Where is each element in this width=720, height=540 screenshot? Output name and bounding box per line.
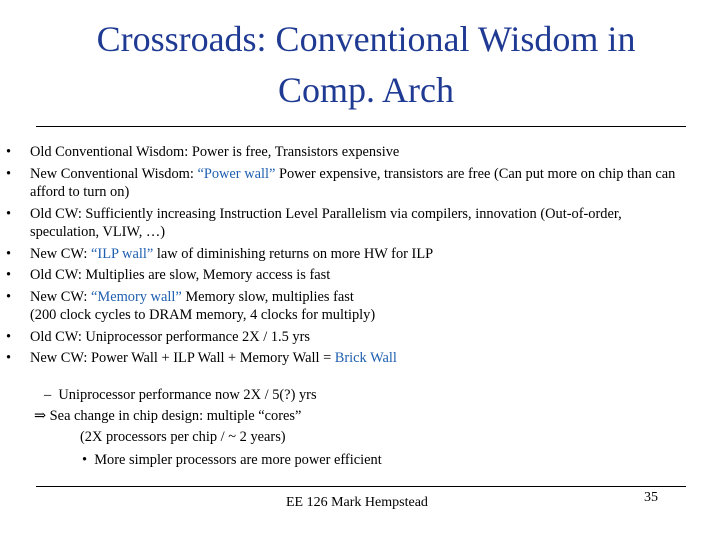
- footer-text: EE 126 Mark Hempstead: [286, 495, 428, 510]
- bullet-text-prefix: New CW:: [30, 245, 92, 262]
- bullet-glyph: •: [6, 288, 12, 305]
- conclusion-text: Sea change in chip design: multiple “cores”: [49, 408, 302, 424]
- bullet-text: Old CW: Multiplies are slow, Memory access is fast: [30, 267, 331, 283]
- dash-glyph: –: [44, 387, 52, 403]
- bullet-glyph: •: [6, 245, 12, 262]
- bullet-text: Old Conventional Wisdom: Power is free, Transistors expensive: [30, 144, 400, 160]
- sub-point: [44, 386, 317, 404]
- bullet-item: [0, 328, 720, 347]
- bullet-glyph: •: [6, 350, 12, 366]
- bullet-item: [0, 165, 720, 202]
- bullet-glyph: •: [6, 328, 12, 345]
- bullet-glyph: •: [6, 205, 12, 222]
- bullet-glyph: •: [6, 144, 12, 160]
- bullet-glyph: •: [6, 165, 12, 182]
- bullet-item: [0, 143, 720, 162]
- brick-wall-highlight: Brick Wall: [334, 350, 397, 366]
- bullet-item: [0, 245, 720, 264]
- bullet-item: [0, 288, 720, 325]
- bullet-text: Old CW: Sufficiently increasing Instruction Level Parallelism via compilers, innovation (Out-of-order, speculation, VLIW, …): [30, 205, 622, 240]
- bullet-item: [0, 266, 720, 285]
- bullet-item: [0, 205, 720, 242]
- top-divider: [36, 126, 686, 127]
- conclusion-detail: (2X processors per chip / ~ 2 years): [80, 429, 286, 445]
- conclusion: [34, 407, 301, 425]
- title-line-2: Comp. Arch: [278, 70, 454, 110]
- memory-wall-highlight: “Memory wall”: [91, 288, 182, 305]
- final-bullet-text: More simpler processors are more power efficient: [94, 452, 382, 468]
- bottom-divider: [36, 486, 686, 487]
- ilp-wall-highlight: “ILP wall”: [91, 245, 154, 262]
- bullet-item: [0, 349, 720, 368]
- slide-title: [40, 14, 692, 116]
- bullet-text-line2: (200 clock cycles to DRAM memory, 4 clocks for multiply): [30, 307, 376, 323]
- page-number: 35: [644, 490, 658, 505]
- sub-point-text: Uniprocessor performance now 2X / 5(?) yrs: [58, 387, 317, 403]
- bullet-text-suffix: Memory slow, multiplies fast: [181, 288, 354, 305]
- title-line-1: Crossroads: Conventional Wisdom in: [96, 19, 636, 59]
- power-wall-highlight: “Power wall”: [197, 165, 276, 182]
- bullet-glyph: •: [6, 267, 12, 283]
- bullet-text-suffix: law of diminishing returns on more HW for ILP: [153, 245, 434, 262]
- bullet-text: Old CW: Uniprocessor performance 2X / 1.5 yrs: [30, 328, 311, 345]
- implies-icon: ⇒: [34, 408, 47, 424]
- bullet-text-prefix: New CW:: [30, 288, 92, 305]
- bullet-list: [0, 143, 720, 371]
- final-bullet: [82, 451, 382, 469]
- bullet-text-suffix: Power expensive, transistors are free (Can put more on chip than can afford to turn on): [30, 165, 676, 200]
- bullet-text-prefix: New Conventional Wisdom:: [30, 165, 198, 182]
- final-bullet-glyph: •: [82, 452, 88, 468]
- bullet-text-prefix: New CW: Power Wall + ILP Wall + Memory Wall =: [30, 350, 335, 366]
